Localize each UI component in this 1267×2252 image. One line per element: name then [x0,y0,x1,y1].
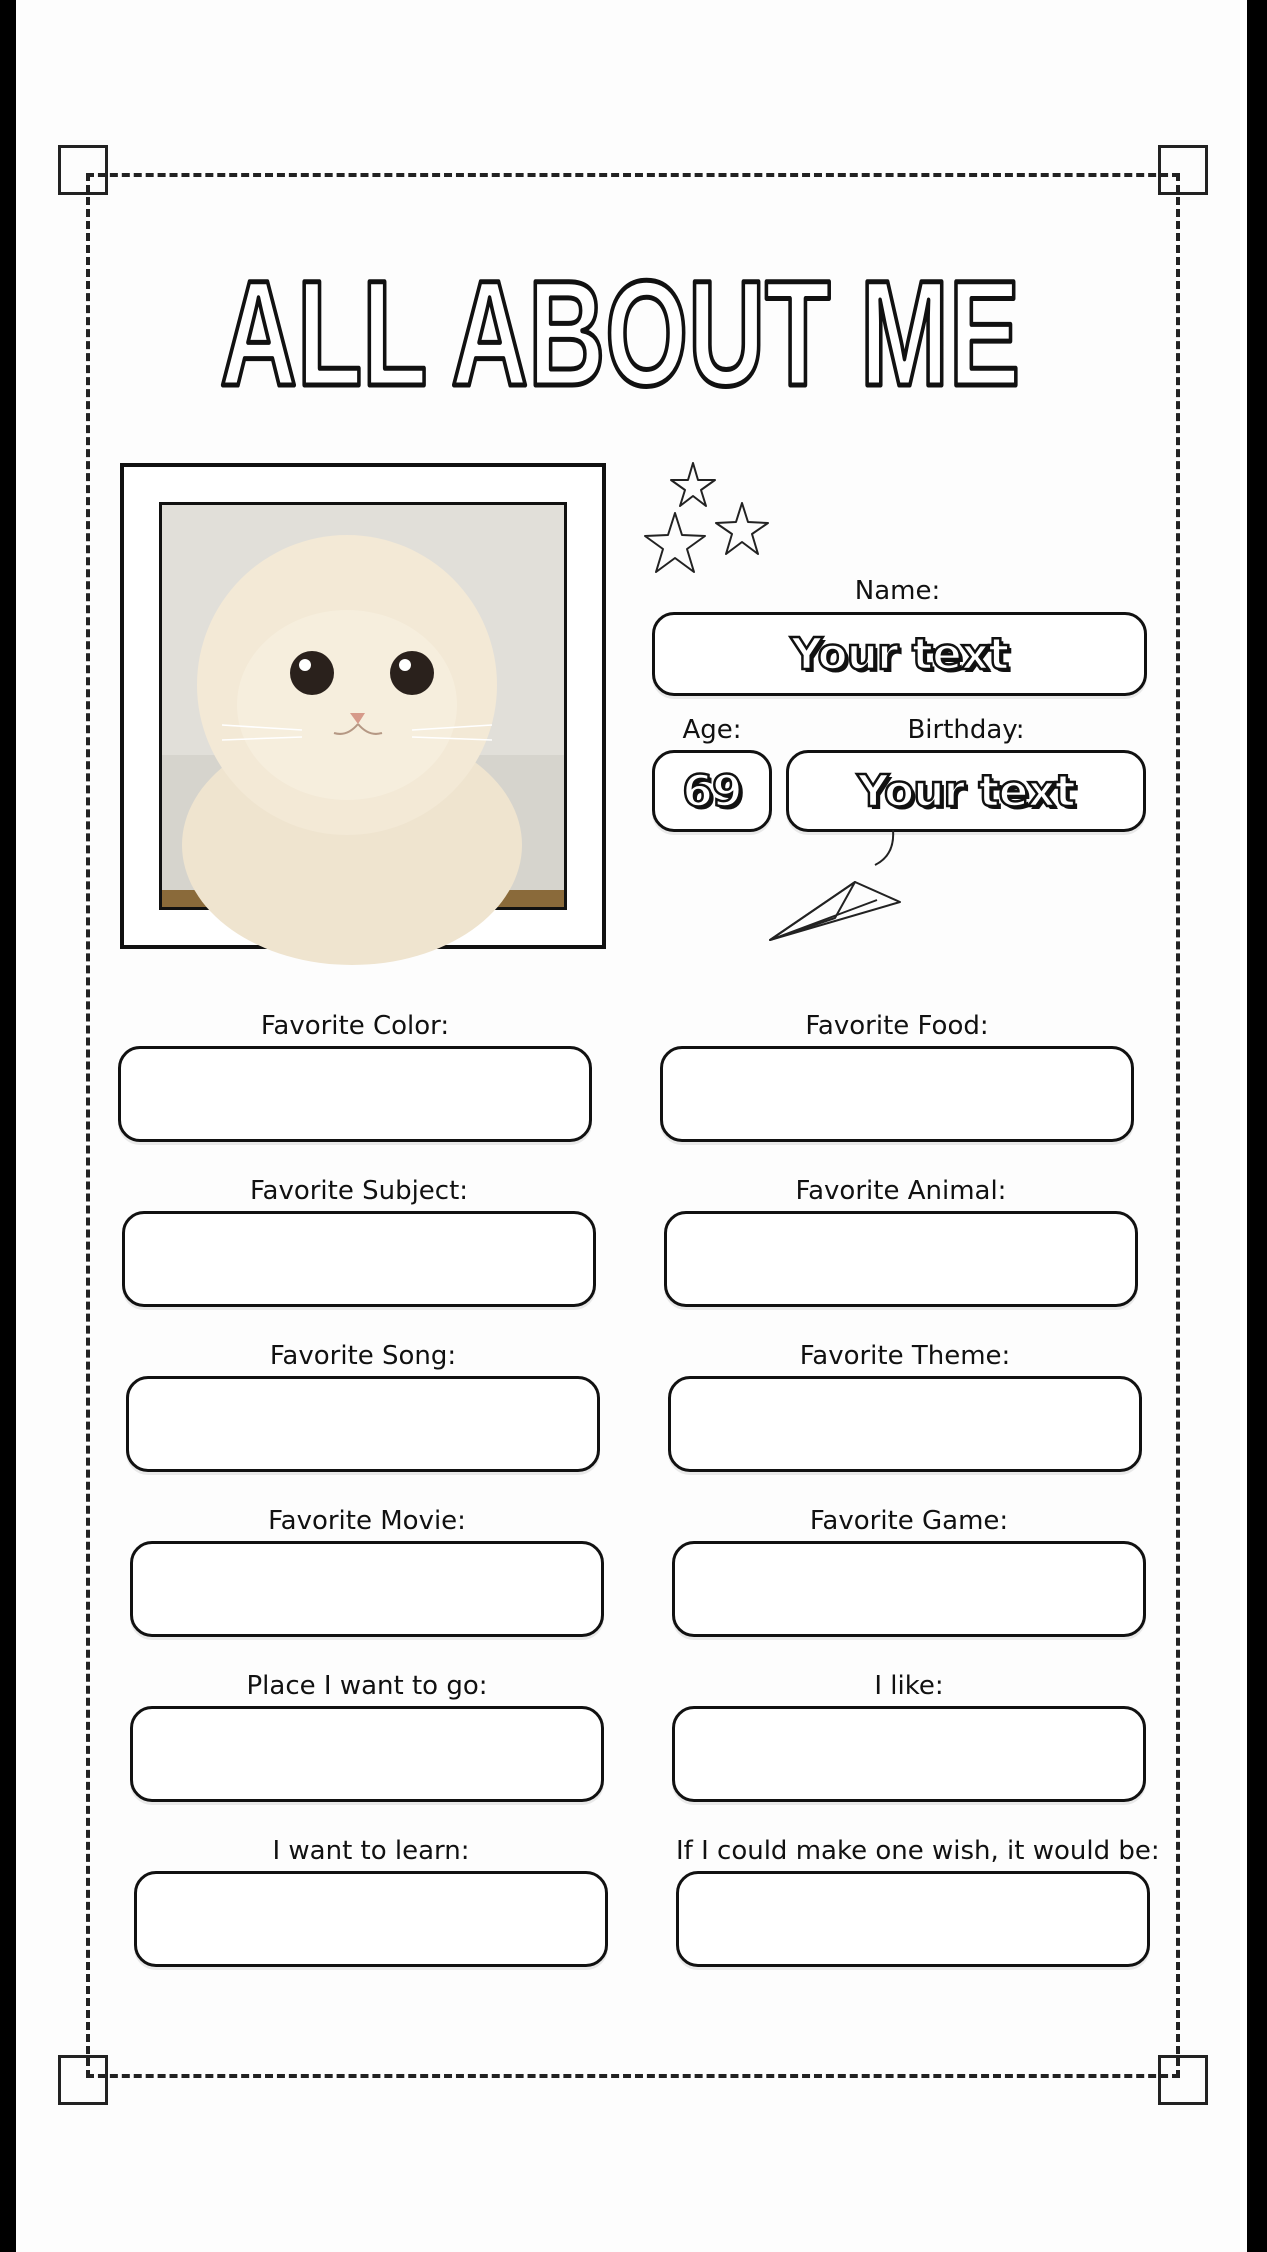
place-to-go-field[interactable] [130,1706,604,1802]
birthday-label: Birthday: [907,715,1025,745]
favorite-theme-label: Favorite Theme: [799,1341,1011,1371]
favorite-food-label: Favorite Food: [805,1011,989,1041]
stars-doodle-icon [630,458,780,590]
favorite-color-label: Favorite Color: [260,1011,450,1041]
corner-square-top-right [1158,145,1208,195]
favorite-food-field[interactable] [660,1046,1134,1142]
birthday-field[interactable] [786,750,1146,832]
age-value: 69 [682,765,742,817]
one-wish-field[interactable] [676,1871,1150,1967]
favorite-movie-field[interactable] [130,1541,604,1637]
left-edge-bar [0,0,16,2252]
photo-frame [120,463,606,949]
favorite-animal-field[interactable] [664,1211,1138,1307]
name-value: Your text [790,628,1009,680]
place-to-go-label: Place I want to go: [246,1671,488,1701]
corner-square-bottom-right [1158,2055,1208,2105]
favorite-animal-label: Favorite Animal: [795,1176,1007,1206]
i-like-field[interactable] [672,1706,1146,1802]
favorite-game-field[interactable] [672,1541,1146,1637]
corner-square-bottom-left [58,2055,108,2105]
page-title [200,245,1040,415]
favorite-game-label: Favorite Game: [809,1506,1009,1536]
name-field[interactable] [652,612,1147,696]
favorite-subject-field[interactable] [122,1211,596,1307]
favorite-subject-label: Favorite Subject: [249,1176,469,1206]
corner-square-top-left [58,145,108,195]
cat-photo[interactable] [159,502,567,910]
birthday-value: Your text [857,765,1075,817]
i-like-label: I like: [874,1671,944,1701]
favorite-color-field[interactable] [118,1046,592,1142]
age-field[interactable] [652,750,772,832]
one-wish-label: If I could make one wish, it would be: [676,1836,1160,1866]
right-edge-bar [1247,0,1267,2252]
favorite-song-label: Favorite Song: [269,1341,457,1371]
name-label: Name: [854,576,941,606]
favorite-theme-field[interactable] [668,1376,1142,1472]
want-to-learn-label: I want to learn: [272,1836,470,1866]
want-to-learn-field[interactable] [134,1871,608,1967]
favorite-movie-label: Favorite Movie: [268,1506,466,1536]
favorite-song-field[interactable] [126,1376,600,1472]
age-label: Age: [682,715,742,745]
page-title-text: ALL ABOUT ME [220,249,1020,417]
paper-plane-icon [765,830,905,945]
